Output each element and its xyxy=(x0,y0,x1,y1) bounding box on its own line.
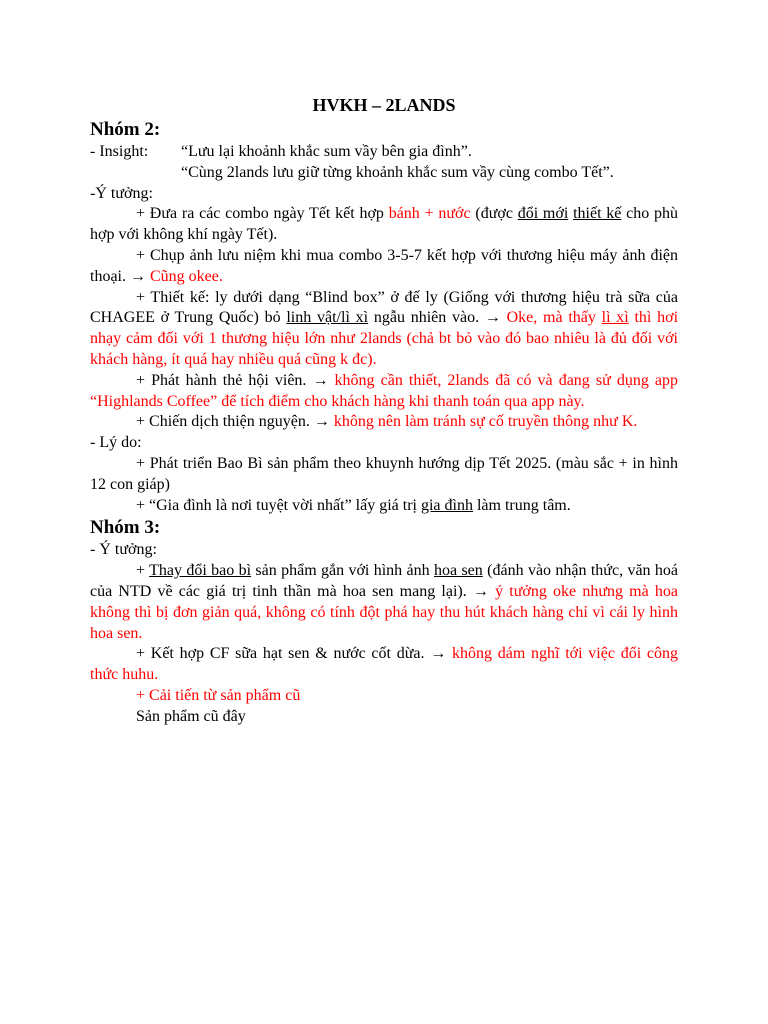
group2-reason-1: + Phát triển Bao Bì sản phẩm theo khuynh hướng dịp Tết 2025. (màu sắc + in hình 12 con giáp) xyxy=(90,454,678,493)
comment-text: ý tưởng oke nhưng mà hoa không thì bị đơn giản quá, không có tính đột phá hay thu hút khách hàng chỉ vì cái ly hình hoa sen. xyxy=(90,582,678,642)
group2-heading: Nhóm 2: xyxy=(90,119,161,140)
highlight-text: bánh + nước xyxy=(388,205,471,223)
arrow-icon: → xyxy=(312,371,329,389)
underlined-text: hoa sen xyxy=(434,562,483,580)
underlined-text: Thay đổi bao bì xyxy=(149,562,252,580)
comment-text: không cần thiết, 2lands đã có và đang sử dụng app “Highlands Coffee” để tích điểm cho khách hàng khi thanh toán qua app này. xyxy=(90,371,678,410)
comment-text: thì hơi nhạy cảm đối với 1 thương hiệu lớn như 2lands (chả bt bỏ vào đó bao nhiêu là đủ đối với khách hàng, ít quá hay nhiều quá cũng k đc). xyxy=(90,309,679,368)
arrow-icon: → xyxy=(430,645,447,663)
group2-idea-4: + Phát hành thẻ hội viên. → không cần thiết, 2lands đã có và đang sử dụng app “Highlands Coffee” để tích điểm cho khách hàng khi thanh toán qua app này. xyxy=(90,371,678,410)
arrow-icon: → xyxy=(484,309,501,327)
group3-heading: Nhóm 3: xyxy=(90,517,161,539)
group2-reason-2: + “Gia đình là nơi tuyệt vời nhất” lấy giá trị gia đình làm trung tâm. xyxy=(136,496,571,514)
insight-text-1: “Lưu lại khoảnh khắc sum vầy bên gia đình”. xyxy=(181,143,472,160)
arrow-icon: → xyxy=(130,267,146,285)
comment-text: Cũng okee. xyxy=(146,267,223,285)
underlined-text: linh vật/lì xì xyxy=(286,309,369,327)
comment-text: không dám nghĩ tới việc đổi công thức huhu. xyxy=(90,645,678,684)
group2-idea-5: + Chiến dịch thiện nguyện. → không nên làm tránh sự cố truyền thông như K. xyxy=(136,413,638,431)
group3-ideas-label: - Ý tưởng: xyxy=(90,541,157,559)
group2-ideas-label: -Ý tưởng: xyxy=(90,184,153,202)
group2-reasons-label: - Lý do: xyxy=(90,434,142,452)
comment-underlined-text: lì xì xyxy=(601,309,629,327)
insight-label: - Insight: xyxy=(90,143,149,160)
insight-text-2: “Cùng 2lands lưu giữ từng khoảnh khắc sum vầy cùng combo Tết”. xyxy=(181,163,614,181)
group3-idea-2: + Kết hợp CF sữa hạt sen & nước cốt dừa. → không dám nghĩ tới việc đổi công thức huhu. xyxy=(90,645,678,684)
group3-idea-4: Sản phẩm cũ đây xyxy=(136,707,246,725)
group3-idea-1: + Thay đổi bao bì sản phẩm gắn với hình ảnh hoa sen (đánh vào nhận thức, văn hoá của NTD về các giá trị tinh thần mà hoa sen mang lại). → ý tưởng oke nhưng mà hoa không thì bị đơn giản quá, không có tính đột phá hay thu hút khách hàng chỉ vì cái ly hình hoa sen. xyxy=(90,562,679,642)
group2-idea-3: + Thiết kế: ly dưới dạng “Blind box” ở đế ly (Giống với thương hiệu trà sữa của CHAGEE ở Trung Quốc) bỏ linh vật/lì xì ngẫu nhiên vào. → Oke, mà thấy lì xì thì hơi nhạy cảm đối với 1 thương hiệu lớn như 2lands (chả bt bỏ vào đó bao nhiêu là đủ đối với khách hàng, ít quá hay nhiều quá cũng k đc). xyxy=(90,288,679,368)
arrow-icon: → xyxy=(472,582,489,600)
document-page xyxy=(90,92,678,728)
underlined-text: gia đình xyxy=(420,496,473,514)
group2-idea-2: + Chụp ảnh lưu niệm khi mua combo 3-5-7 kết hợp với thương hiệu máy ảnh điện thoại. → Cũng okee. xyxy=(90,246,678,285)
underlined-text: đổi mới xyxy=(517,205,569,223)
arrow-icon: → xyxy=(313,413,330,431)
underlined-text: thiết kế xyxy=(573,205,622,223)
comment-text: Oke, mà thấy xyxy=(500,309,602,327)
comment-text: không nên làm tránh sự cố truyền thông như K. xyxy=(329,413,638,431)
group3-idea-3: + Cải tiến từ sản phẩm cũ xyxy=(136,686,301,704)
insight-row xyxy=(90,142,678,163)
group2-idea-1: + Đưa ra các combo ngày Tết kết hợp bánh + nước (được đổi mới thiết kế cho phù hợp với không khí ngày Tết). xyxy=(90,205,679,244)
document-title: HVKH – 2LANDS xyxy=(312,95,456,115)
